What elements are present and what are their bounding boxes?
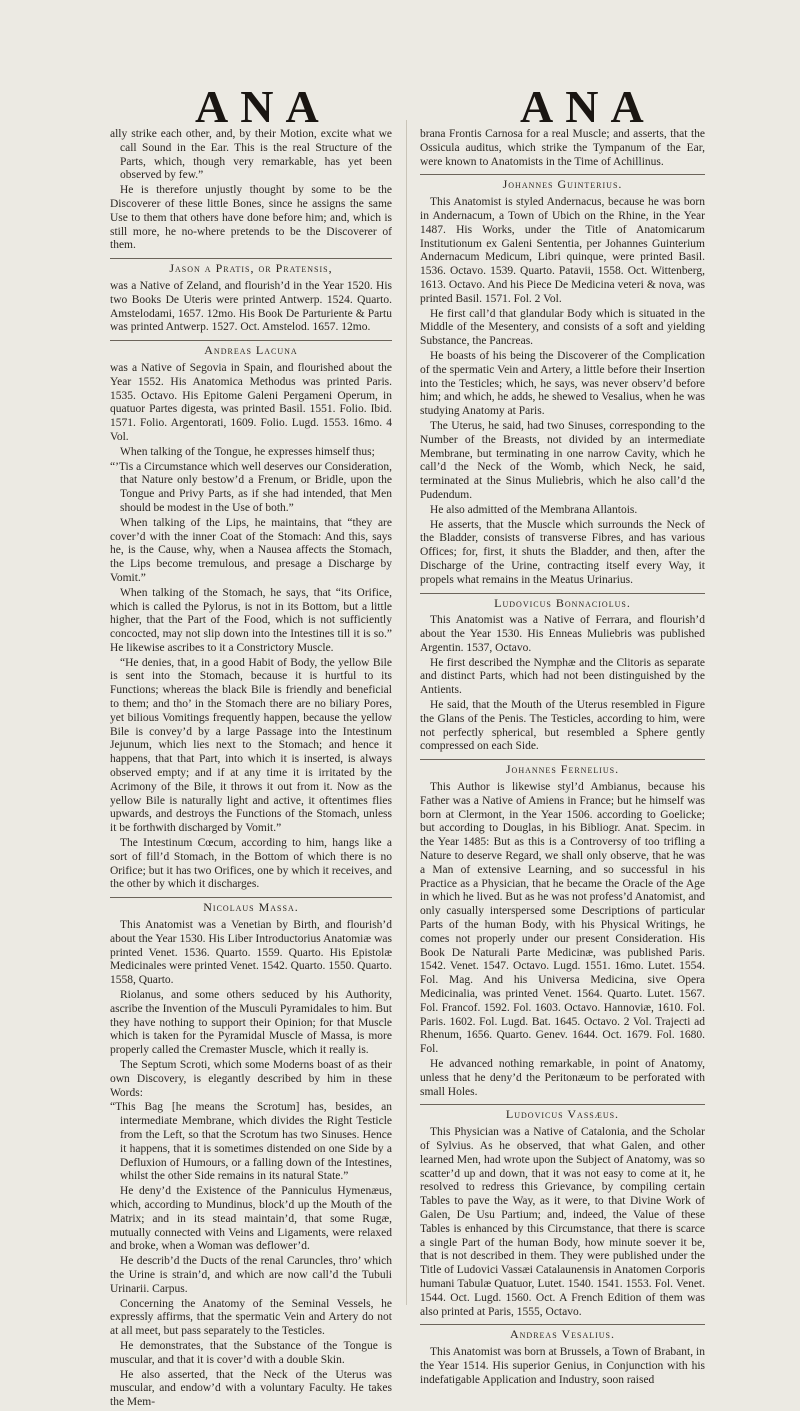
paragraph: This Anatomist is styled Andernacus, because he was born in Andernacum, a Town of Ubich on the Rhine, in the Year 1487. His Works, under the Title of Anatomicarum Institutionum ex Galeni Sententia, per Johannes Guinterium Andernacum Medicum, Libri quinque, were printed Basil. 1536. Octavo. 1539. Quarto. Patavii, 1558. Oct. Wittenberg, 1613. Octavo. And his Piece De Medicina veteri & nova, was printed Basil. 1571. Fol. 2 Vol. bbox=[420, 196, 705, 305]
paragraph: When talking of the Lips, he maintains, that “they are cover’d with the inner Coat of the Stomach: And this, says he, is the Cause, why, when a Nausea affects the Stomach, the Lips become tremulous, and presage a Discharge by Vomit.” bbox=[110, 516, 392, 584]
section-heading: Andreas Vesalius. bbox=[420, 1324, 705, 1342]
paragraph: “He denies, that, in a good Habit of Body, the yellow Bile is sent into the Stomach, because it is hurtful to its Functions; whereas the black Bile is friendly and beneficial to them; and tho’ in the Stomach there are no biliary Pores, yet bilious Vomitings frequently happen, because the yellow Bile is convey’d by a large Passage into the Intestinum Jejunum, which lies next to the Stomach; and hence it happens, that that Part, into which it is inserted, is always observed empty; and if at any time it is irritated by the Acrimony of the Bile, it throws it out from it. Now as the yellow Bile is naturally light and active, it oftentimes flies upwards, and destroys the Functions of the Stomach, unless it be forthwith discharged by Vomit.” bbox=[110, 656, 392, 835]
left-column bbox=[110, 128, 392, 1411]
paragraph: He first described the Nymphæ and the Clitoris as separate and distinct Parts, which had not been distinguished by the Antients. bbox=[420, 656, 705, 697]
running-head-right: ANA bbox=[520, 81, 656, 132]
paragraph: This Anatomist was a Venetian by Birth, and flourish’d about the Year 1530. His Liber Introductorius Anatomiæ was printed Venet. 1536. Quarto. 1559. Quarto. His Epistolæ Medicinales were printed Venet. 1542. Quarto. 1550. Quarto. 1558, Quarto. bbox=[110, 919, 392, 987]
paragraph: Concerning the Anatomy of the Seminal Vessels, he expressly affirms, that the spermatic Vein and Artery do not at all meet, but pass separately to the Testicles. bbox=[110, 1297, 392, 1338]
quoted-paragraph: “This Bag [he means the Scrotum] has, besides, an intermediate Membrane, which divides the Right Testicle from the Left, so that the Scrotum has two Sinuses. Hence it happens, that it is sometimes distended on one Side by a Defluxion of Humours, or a falling down of the Intestines, whilst the other Side remains in its natural State.” bbox=[110, 1101, 392, 1183]
paragraph: This Author is likewise styl’d Ambianus, because his Father was a Native of Amiens in France; but he himself was born at Clermont, in the Year 1506. according to Goelicke; but according to Douglas, in his Bibliogr. Anat. Specim. in the Year 1485: But as this is a Controversy of too trifling a Nature to deserve Regard, we shall only observe, that he was a Man of extensive Learning, and so successful in his Practice as a Physician, that he became the Oracle of the Age in which he lived. But as he was not profess’d Anatomist, and only casually interspersed some Descriptions of particular Parts of the human Body, with his Physical Writings, he comes not properly under our present Consideration. His Book De Naturali Parte Medicinæ, was published Paris. 1542. Venet. 1547. Octavo. Lugd. 1551. 16mo. Lutet. 1554. Fol. Mag. And his Universa Medicina, sive Opera Medicinalia, was printed Venet. 1564. Quarto. Lutet. 1567. Fol. Francof. 1592. Fol. 1603. Octavo. Hannoviæ, 1610. Fol. Paris. 1602. Fol. Lugd. Bat. 1645. Octavo. 2 Vol. Trajecti ad Rhenum, 1656. Quarto. Genev. 1644. Oct. 1679. Fol. 1680. Fol. bbox=[420, 781, 705, 1056]
paragraph: He boasts of his being the Discoverer of the Complication of the spermatic Vein and Artery, a little before their Insertion into the Testicles; which, he says, was never observ’d before him; and which, he adds, he shewed to Vesalius, when he was studying Anatomy at Paris. bbox=[420, 349, 705, 418]
paragraph: He also asserted, that the Neck of the Uterus was muscular, and endow’d with a voluntary Faculty. He takes the Mem- bbox=[110, 1368, 392, 1409]
section-heading: Johannes Guinterius. bbox=[420, 174, 705, 192]
paragraph: He first call’d that glandular Body which is situated in the Middle of the Mesentery, and consists of a soft and yielding Substance, the Pancreas. bbox=[420, 307, 705, 348]
paragraph: The Intestinum Cœcum, according to him, hangs like a sort of fill’d Stomach, in the Bottom of which there is no Orifice; but it has two Orifices, one by which it receives, and the other by which it discharges. bbox=[110, 837, 392, 891]
paragraph: When talking of the Stomach, he says, that “its Orifice, which is called the Pylorus, is not in its Bottom, but a little higher, that the Part of the Food, which is not sufficiently concocted, may not slip down into the Intestines till it is so.” He likewise ascribes to it a Constrictory Muscle. bbox=[110, 586, 392, 654]
paragraph: When talking of the Tongue, he expresses himself thus; bbox=[120, 445, 375, 458]
paragraph: This Anatomist was born at Brussels, a Town of Brabant, in the Year 1514. His superior Genius, in Conjunction with his indefatigable Application and Industry, soon raised bbox=[420, 1346, 705, 1386]
section-heading: Andreas Lacuna bbox=[110, 340, 392, 358]
paragraph: He deny’d the Existence of the Panniculus Hymenæus, which, according to Mundinus, block’d up the Mouth of the Matrix; and in its stead maintain’d, that some Rugæ, mutually connected with Veins and Ligaments, were relaxed and broke, when a Woman was deflower’d. bbox=[110, 1185, 392, 1253]
running-head-left: ANA bbox=[195, 81, 331, 132]
paragraph: was a Native of Zeland, and flourish’d in the Year 1520. His two Books De Uteris were printed Antwerp. 1524. Quarto. Amstelodami, 1657. 12mo. His Book De Parturiente & Partu was printed Antwerp. 1527. Oct. Amstelod. 1657. 12mo. bbox=[110, 279, 392, 334]
paragraph: was a Native of Segovia in Spain, and flourished about the Year 1552. His Anatomica Methodus was printed Paris. 1535. Octavo. His Epitome Galeni Pergameni Operum, in quatuor Partes digesta, was printed Basil. 1551. Folio. Ibid. 1571. Folio. Argentorati, 1609. Folio. Lugd. 1553. 16mo. 4 Vol. bbox=[110, 361, 392, 443]
section-heading: Johannes Fernelius. bbox=[420, 759, 705, 777]
paragraph: This Physician was a Native of Catalonia, and the Scholar of Sylvius. As he observed, that what Galen, and other learned Men, had wrote upon the Subject of Anatomy, was so scatter’d up and down, that it was not easy to come at it, he resolved to redress this Grievance, by compiling certain Tables to pave the Way, as it were, to that Divine Work of Galen, De Usu Partium; and, indeed, the Value of these Tables is enhanced by this Circumstance, that there is scarce a single Part of the human Body, how minute soever it be, that is not described in them. They were published under the Title of Ludovici Vassæi Catalaunensis in Anatomen Corporis humani Tabulæ Quatuor, Lutet. 1540. 1541. 1553. Fol. Venet. 1544. Oct. Lugd. 1560. Oct. A French Edition of them was also printed at Paris, 1555, Octavo. bbox=[420, 1126, 705, 1318]
section-heading: Ludovicus Bonnaciolus. bbox=[420, 593, 705, 611]
column-gutter bbox=[406, 120, 407, 1305]
paragraph: The Uterus, he said, had two Sinuses, corresponding to the Number of the Breasts, not divided by an intermediate Membrane, but terminating in one narrow Cavity, which he call’d the Neck of the Womb, which Neck, he said, terminated at the Sinus Muliebris, which he also call’d the Pudendum. bbox=[420, 419, 705, 501]
section-heading: Nicolaus Massa. bbox=[110, 897, 392, 915]
paragraph: He is therefore unjustly thought by some to be the Discoverer of these little Bones, since he assigns the same Use to them that others have done before him; and, which is still more, he no-where pretends to be the Discoverer of them. bbox=[110, 184, 392, 252]
paragraph: This Anatomist was a Native of Ferrara, and flourish’d about the Year 1530. His Enneas Muliebris was published Argentin. 1537, Octavo. bbox=[420, 614, 705, 654]
paragraph: The Septum Scroti, which some Moderns boast of as their own Discovery, is elegantly described by him in these Words: bbox=[110, 1059, 392, 1099]
paragraph: He also admitted of the Membrana Allantois. bbox=[430, 503, 638, 516]
paragraph: He said, that the Mouth of the Uterus resembled in Figure the Glans of the Penis. The Testicles, according to him, were not perfectly spherical, but resembled a Sphere gently compressed on each Side. bbox=[420, 699, 705, 753]
quoted-paragraph: “’Tis a Circumstance which well deserves our Consideration, that Nature only bestow’d a Frenum, or Bridle, upon the Tongue and Privy Parts, as if she had intended, that Men should be modest in the Use of both.” bbox=[110, 460, 392, 514]
quoted-paragraph: ally strike each other, and, by their Motion, excite what we call Sound in the Ear. This is the real Structure of the Parts, which, though very remarkable, has yet been observed by few.” bbox=[110, 128, 392, 182]
paragraph: He asserts, that the Muscle which surrounds the Neck of the Bladder, consists of transverse Fibres, and has various Offices; for, first, it shuts the Bladder, and then, after the Discharge of the Urine, contracting itself every Way, it propels what remains in the Meatus Urinarius. bbox=[420, 518, 705, 586]
section-heading: Jason a Pratis, or Pratensis, bbox=[110, 258, 392, 276]
paragraph: He advanced nothing remarkable, in point of Anatomy, unless that he deny’d the Peritonæum to be perforated with small Holes. bbox=[420, 1058, 705, 1098]
right-column bbox=[420, 128, 705, 1389]
paragraph: Riolanus, and some others seduced by his Authority, ascribe the Invention of the Musculi Pyramidales to him. But they have nothing to support their Opinion; for that Muscle which is taken for the Pyramidal Muscle of Massa, is more properly called the Cremaster Muscle, which it really is. bbox=[110, 989, 392, 1057]
paragraph: brana Frontis Carnosa for a real Muscle; and asserts, that the Ossicula auditus, which strike the Tympanum of the Ear, were known to Anatomists in the Time of Achillinus. bbox=[420, 128, 705, 168]
paragraph: He describ’d the Ducts of the renal Caruncles, thro’ which the Urine is strain’d, and which are now call’d the Tubuli Urinarii. Carpus. bbox=[110, 1255, 392, 1295]
paragraph: He demonstrates, that the Substance of the Tongue is muscular, and that it is cover’d with a double Skin. bbox=[110, 1339, 392, 1366]
section-heading: Ludovicus Vassæus. bbox=[420, 1104, 705, 1122]
